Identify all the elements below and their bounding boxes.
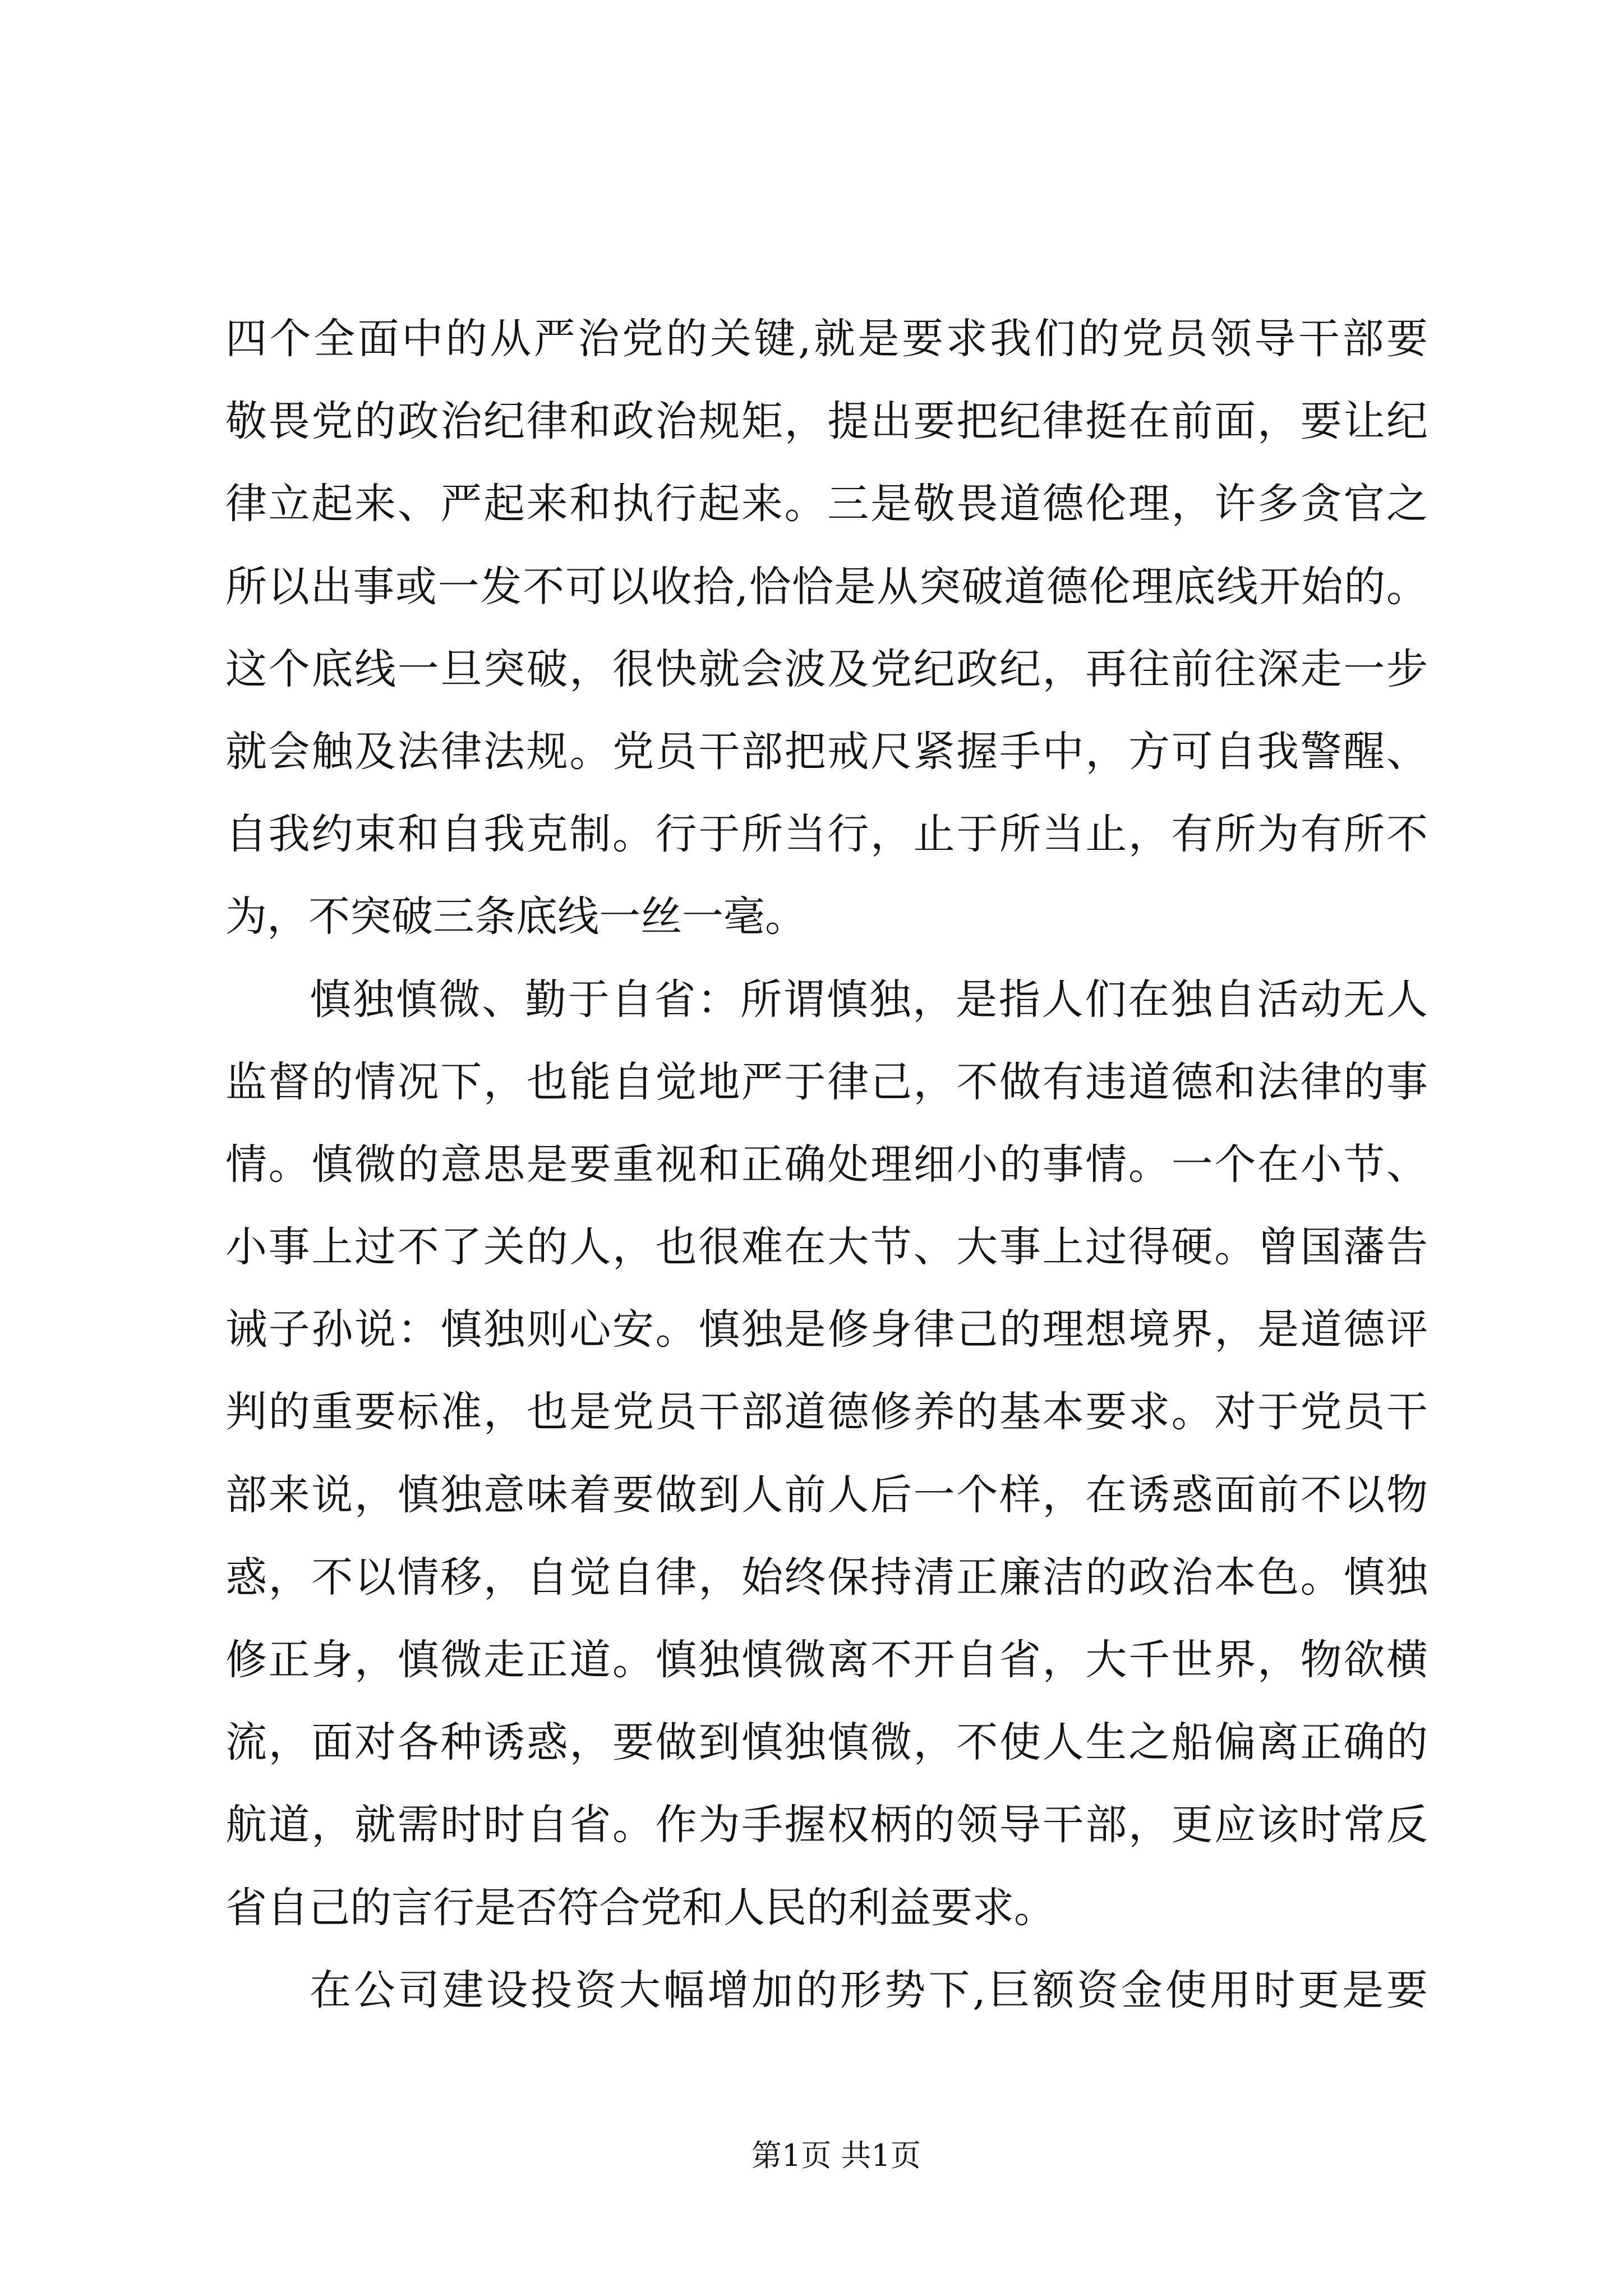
text-line: 就会触及法律法规。党员干部把戒尺紧握手中，方可自我警醒、: [225, 727, 1428, 776]
text-line: 部来说，慎独意味着要做到人前人后一个样，在诱惑面前不以物: [225, 1470, 1428, 1519]
paragraph: [225, 1949, 1428, 2032]
text-line: 监督的情况下，也能自觉地严于律己，不做有违道德和法律的事: [225, 1057, 1428, 1106]
text-line: 修正身，慎微走正道。慎独慎微离不开自省，大千世界，物欲横: [225, 1636, 1428, 1684]
text-line: 情。慎微的意思是要重视和正确处理细小的事情。一个在小节、: [225, 1140, 1428, 1189]
text-line: 惑，不以情移，自觉自律，始终保持清正廉洁的政治本色。慎独: [225, 1553, 1428, 1602]
text-line: 自我约束和自我克制。行于所当行，止于所当止，有所为有所不: [225, 810, 1428, 859]
text-line: 流，面对各种诱惑，要做到慎独慎微，不使人生之船偏离正确的: [225, 1718, 1428, 1767]
document-body: [225, 298, 1428, 2032]
paragraph: [225, 959, 1428, 1949]
text-line: 这个底线一旦突破，很快就会波及党纪政纪，再往前往深走一步: [225, 645, 1428, 693]
text-line: 所以出事或一发不可以收拾,恰恰是从突破道德伦理底线开始的。: [225, 562, 1428, 611]
text-line: 在公司建设投资大幅增加的形势下,巨额资金使用时更是要: [310, 1966, 1428, 2014]
text-line: 慎独慎微、勤于自省：所谓慎独，是指人们在独自活动无人: [310, 975, 1428, 1024]
text-line: 航道，就需时时自省。作为手握权柄的领导干部，更应该时常反: [225, 1801, 1428, 1849]
text-line: 小事上过不了关的人，也很难在大节、大事上过得硬。曾国藩告: [225, 1223, 1428, 1272]
text-line: 诫子孙说：慎独则心安。慎独是修身律己的理想境界，是道德评: [225, 1305, 1428, 1354]
text-line: 敬畏党的政治纪律和政治规矩，提出要把纪律挺在前面，要让纪: [225, 397, 1428, 446]
text-line: 律立起来、严起来和执行起来。三是敬畏道德伦理，许多贪官之: [225, 480, 1428, 528]
text-line: 四个全面中的从严治党的关键,就是要求我们的党员领导干部要: [225, 315, 1428, 363]
text-line: 为，不突破三条底线一丝一毫。: [225, 892, 806, 941]
page-footer: 第1页 共1页: [751, 2138, 921, 2173]
text-line: 判的重要标准，也是党员干部道德修养的基本要求。对于党员干: [225, 1388, 1428, 1437]
paragraph: [225, 298, 1428, 959]
text-line: 省自己的言行是否符合党和人民的利益要求。: [225, 1883, 1055, 1932]
